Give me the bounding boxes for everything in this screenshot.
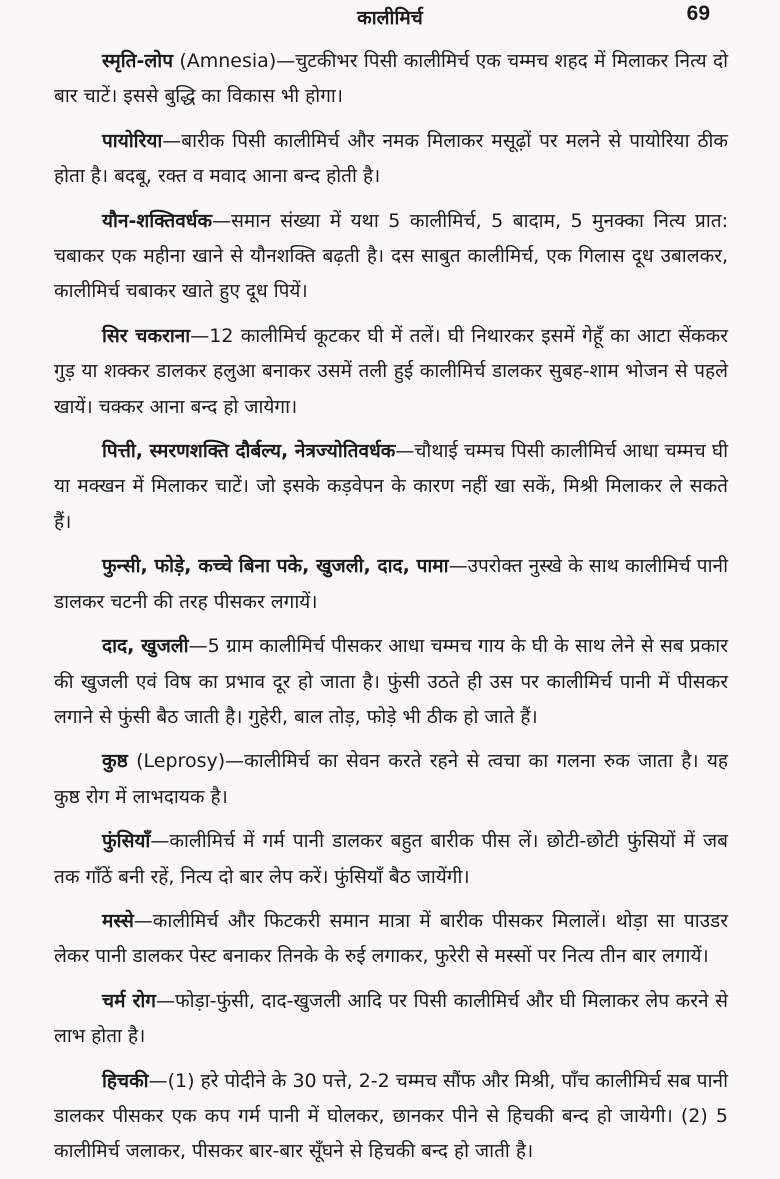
remedy-text: —चौथाई चम्मच पिसी कालीमिर्च आधा चम्मच घी या मक्खन में मिलाकर चाटें। जो इसके कड़वेपन के कारण नहीं खा सकें, मिश्री मिलाकर ले सकते हैं। [54, 440, 728, 533]
remedy-text: —5 ग्राम कालीमिर्च पीसकर आधा चम्मच गाय के घी के साथ लेने से सब प्रकार की खुजली एवं विष का प्रभाव दूर हो जाता है। फुंसी उठते ही उस पर कालीमिर्च पानी में पीसकर लगाने से फुंसी बैठ जाती है। गुहेरी, बाल तोड़, फोड़े भी ठीक हो जाते हैं। [54, 635, 728, 728]
remedy-paragraph [54, 984, 728, 1055]
page-number: 69 [686, 2, 710, 25]
remedy-paragraph [54, 549, 728, 620]
remedy-term: कुष्ठ [102, 750, 128, 773]
remedy-term: फुंसियाँ [102, 830, 151, 853]
remedy-paragraph [54, 904, 728, 975]
remedy-text: —(1) हरे पोदीने के 30 पत्ते, 2-2 चम्मच सौंफ और मिश्री, पाँच कालीमिर्च सब पानी डालकर पीसकर एक कप गर्म पानी में घोलकर, छानकर पीने से हिचकी बन्द हो जायेगी। (2) 5 कालीमिर्च जलाकर, पीसकर बार-बार सूँघने से हिचकी बन्द हो जाती है। [54, 1069, 728, 1163]
remedy-term: सिर चकराना [102, 324, 191, 347]
remedy-text: —बारीक पिसी कालीमिर्च और नमक मिलाकर मसूढ़ों पर मलने से पायोरिया ठीक होता है। बदबू, रक्त व मवाद आना बन्द होती है। [54, 129, 728, 188]
remedy-text: —12 कालीमिर्च कूटकर घी में तलें। घी निथारकर इसमें गेहूँ का आटा सेंककर गुड़ या शक्कर डालकर हलुआ बनाकर उसमें तली हुई कालीमिर्च डालकर सुबह-शाम भोजन से पहले खायें। चक्कर आना बन्द हो जायेगा। [54, 324, 728, 418]
page-body [54, 44, 728, 1179]
remedy-text: —कालीमिर्च में गर्म पानी डालकर बहुत बारीक पीस लें। छोटी-छोटी फुंसियों में जब तक गाँठें बनी रहें, नित्य दो बार लेप करें। फुंसियाँ बैठ जायेंगी। [54, 830, 728, 888]
remedy-paragraph [54, 124, 728, 195]
remedy-paragraph [54, 629, 728, 735]
page-header [0, 0, 780, 36]
remedy-text: —फोड़ा-फुंसी, दाद-खुजली आदि पर पिसी कालीमिर्च और घी मिलाकर लेप करने से लाभ होता है। [54, 989, 728, 1048]
remedy-text: —उपरोक्त नुस्खे के साथ कालीमिर्च पानी डालकर चटनी की तरह पीसकर लगायें। [54, 555, 728, 613]
remedy-text: (Amnesia)—चुटकीभर पिसी कालीमिर्च एक चम्मच शहद में मिलाकर नित्य दो बार चाटें। इससे बुद्धि का विकास भी होगा। [54, 50, 728, 108]
remedy-term: फुन्सी, फोड़े, कच्चे बिना पके, खुजली, दाद, पामा [102, 555, 449, 578]
running-title: कालीमिर्च [357, 7, 423, 29]
remedy-term: दाद, खुजली [102, 635, 189, 658]
remedy-text: —कालीमिर्च और फिटकरी समान मात्रा में बारीक पीसकर मिलालें। थोड़ा सा पाउडर लेकर पानी डालकर पेस्ट बनाकर तिनके के रुई लगाकर, फुरेरी से मस्सों पर नित्य तीन बार लगायें। [54, 909, 728, 968]
remedy-term: पित्ती, स्मरणशक्ति दौर्बल्य, नेत्रज्योतिवर्धक [102, 440, 396, 463]
remedy-term: पायोरिया [102, 129, 163, 152]
remedy-paragraph [54, 319, 728, 425]
remedy-paragraph [54, 204, 728, 310]
remedy-term: मस्से [102, 909, 134, 932]
remedy-paragraph [54, 44, 728, 115]
remedy-paragraph [54, 744, 728, 815]
remedy-term: यौन-शक्तिवर्धक [102, 209, 213, 232]
remedy-paragraph [54, 434, 728, 540]
remedy-term: चर्म रोग [102, 989, 156, 1012]
remedy-text: —समान संख्या में यथा 5 कालीमिर्च, 5 बादाम, 5 मुनक्का नित्य प्रात: चबाकर एक महीना खाने से यौनशक्ति बढ़ती है। दस साबुत कालीमिर्च, एक गिलास दूध उबालकर, कालीमिर्च चबाकर खाते हुए दूध पियें। [54, 209, 728, 303]
remedy-term: स्मृति-लोप [102, 50, 173, 72]
remedy-text: (Leprosy)—कालीमिर्च का सेवन करते रहने से त्वचा का गलना रुक जाता है। यह कुष्ठ रोग में लाभदायक है। [54, 750, 728, 808]
remedy-paragraph [54, 824, 728, 895]
remedy-term: हिचकी [102, 1069, 149, 1092]
remedy-paragraph [54, 1064, 728, 1170]
